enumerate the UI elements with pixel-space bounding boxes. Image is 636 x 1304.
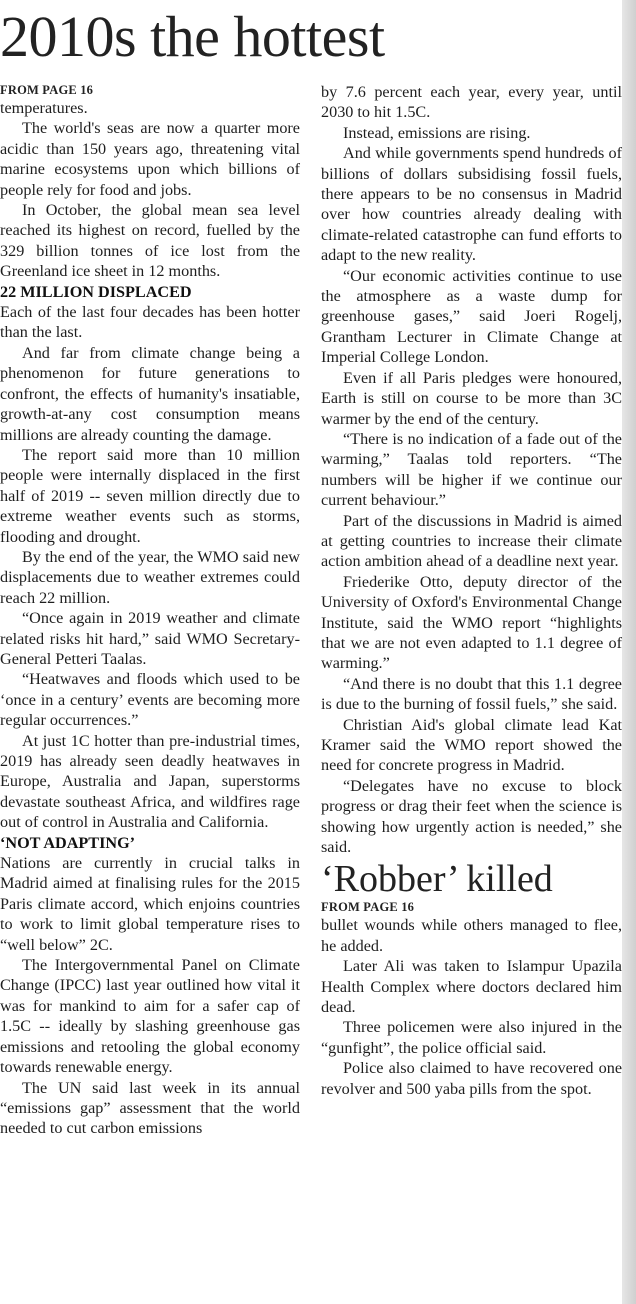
paragraph: bullet wounds while others managed to flee, he added. [321, 916, 622, 955]
paragraph: Even if all Paris pledges were honoured, Earth is still on course to be more than 3C warmer by the end of the century. [321, 368, 622, 428]
article-left-column [0, 82, 300, 1139]
paragraph: Three policemen were also injured in the “gunfight”, the police official said. [321, 1018, 622, 1057]
paragraph: Christian Aid's global climate lead Kat Kramer said the WMO report showed the need for concrete progress in Madrid. [321, 715, 622, 775]
paragraph: temperatures. [0, 99, 88, 117]
second-story-jump-line: FROM PAGE 16 [321, 900, 415, 915]
paragraph: “Heatwaves and floods which used to be ‘once in a century’ events are becoming more regular occurrences.” [0, 670, 300, 730]
subheading: 22 MILLION DISPLACED [0, 282, 192, 301]
paragraph: Instead, emissions are rising. [343, 123, 531, 142]
second-story-headline: ‘Robber’ killed [321, 858, 553, 901]
paragraph: “There is no indication of a fade out of the warming,” Taalas told reporters. “The numbers will be higher if we continue our current behaviour.” [321, 429, 622, 510]
paragraph: The Intergovernmental Panel on Climate Change (IPCC) last year outlined how vital it was for mankind to aim for a safer cap of 1.5C -- ideally by slashing greenhouse gas emissions and retooling the global economy towards renewable energy. [0, 956, 300, 1077]
jump-line: FROM PAGE 16 [0, 83, 94, 97]
paragraph: In October, the global mean sea level reached its highest on record, fuelled by the 329 billion tonnes of ice lost from the Greenland ice sheet in 12 months. [0, 201, 300, 281]
paragraph: “Our economic activities continue to use the atmosphere as a waste dump for greenhouse gases,” said Joeri Rogelj, Grantham Lecturer in Climate Change at Imperial College London. [321, 266, 622, 367]
paragraph: by 7.6 percent each year, every year, until 2030 to hit 1.5C. [321, 83, 622, 122]
paragraph: At just 1C hotter than pre-industrial times, 2019 has already seen deadly heatwaves in Europe, Australia and Japan, superstorms devastate southeast Africa, and wildfires rage out of control in Australia and California. [0, 731, 300, 832]
headline: 2010s the hottest [0, 4, 385, 69]
paragraph: The report said more than 10 million people were internally displaced in the first half of 2019 -- seven million directly due to extreme weather events such as storms, flooding and drought. [0, 445, 300, 546]
paragraph: And while governments spend hundreds of billions of dollars subsidising fossil fuels, there appears to be no consensus in Madrid over how countries already dealing with climate-related catastrophe can fund efforts to adapt to the new reality. [321, 144, 622, 265]
paragraph: Nations are currently in crucial talks in Madrid aimed at finalising rules for the 2015 Paris climate accord, which enjoins countries to work to limit global temperature rises to “well below” 2C. [0, 854, 300, 954]
subheading: ‘NOT ADAPTING’ [0, 833, 136, 852]
paragraph: By the end of the year, the WMO said new displacements due to weather extremes could reach 22 million. [0, 547, 300, 607]
paragraph: Later Ali was taken to Islampur Upazila Health Complex where doctors declared him dead. [321, 957, 622, 1017]
article-right-column [321, 82, 622, 1099]
paragraph: Each of the last four decades has been hotter than the last. [0, 303, 300, 342]
paragraph: And far from climate change being a phenomenon for future generations to confront, the effects of humanity's insatiable, growth-at-any cost consumption means millions are already counting the damage. [0, 343, 300, 444]
page-edge-shadow [622, 0, 636, 1304]
paragraph: Part of the discussions in Madrid is aimed at getting countries to increase their climate action ambition ahead of a deadline next year. [321, 511, 622, 571]
paragraph: The world's seas are now a quarter more acidic than 150 years ago, threatening vital marine ecosystems upon which billions of people rely for food and jobs. [0, 119, 300, 199]
paragraph: Police also claimed to have recovered one revolver and 500 yaba pills from the spot. [321, 1059, 622, 1098]
paragraph: “Once again in 2019 weather and climate related risks hit hard,” said WMO Secretary-General Petteri Taalas. [0, 609, 300, 668]
paragraph: Friederike Otto, deputy director of the University of Oxford's Environmental Change Institute, said the WMO report “highlights that we are not even adapted to 1.1 degree of warming.” [321, 572, 622, 673]
paragraph: The UN said last week in its annual “emissions gap” assessment that the world needed to cut carbon emissions [0, 1078, 300, 1138]
paragraph: “Delegates have no excuse to block progress or drag their feet when the science is showing how urgently action is needed,” she said. [321, 776, 622, 857]
paragraph: “And there is no doubt that this 1.1 degree is due to the burning of fossil fuels,” she said. [321, 674, 622, 714]
